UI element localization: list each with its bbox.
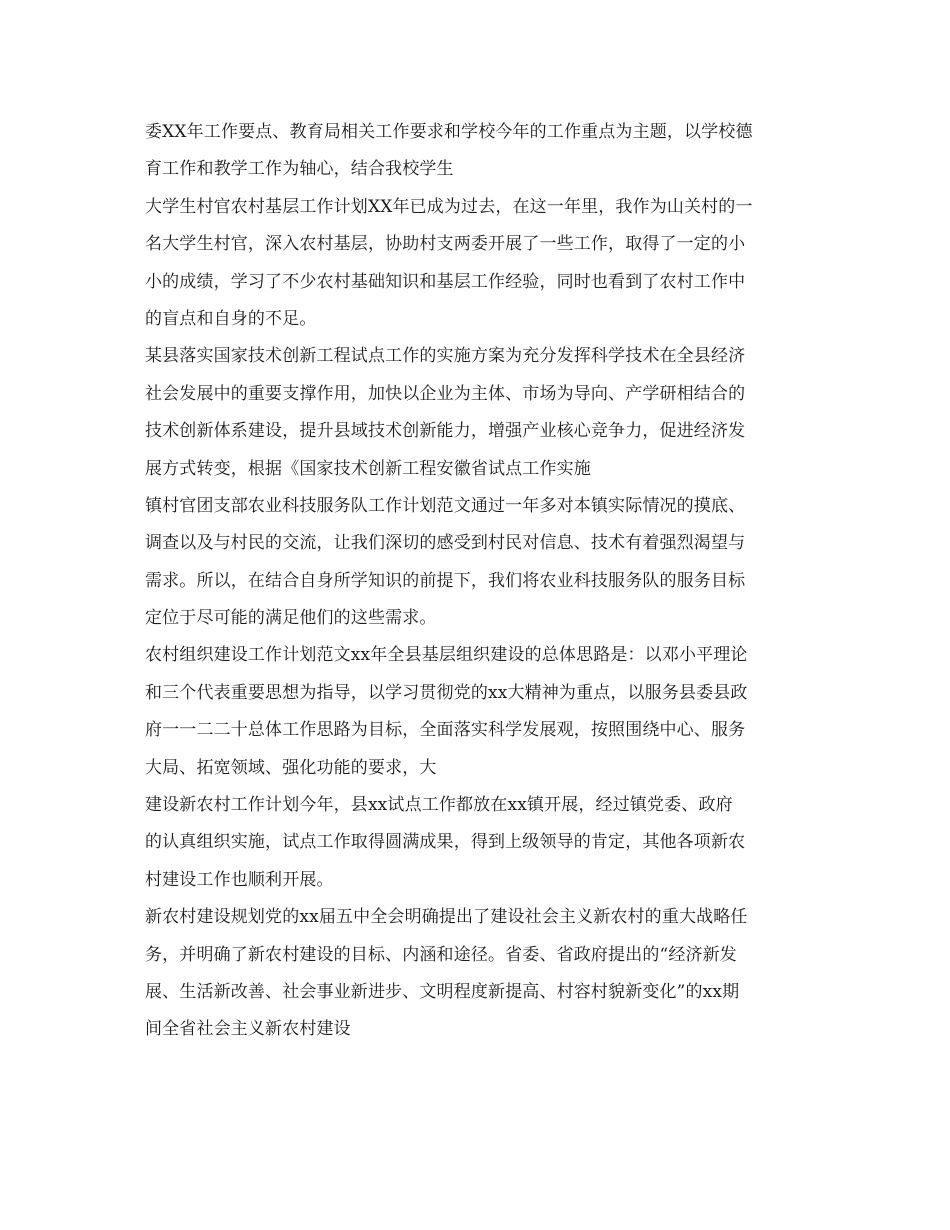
text-line: 展、生活新改善、社会事业新进步、文明程度新提高、村容村貌新变化”的xx期 bbox=[145, 981, 740, 1002]
paragraph bbox=[145, 189, 805, 339]
text-line: 和三个代表重要思想为指导，以学习贯彻党的xx大精神为重点，以服务县委县政 bbox=[145, 682, 748, 703]
text-line: 育工作和教学工作为轴心，结合我校学生 bbox=[145, 159, 454, 180]
text-line: 小的成绩，学习了不少农村基础知识和基层工作经验，同时也看到了农村工作中 bbox=[145, 271, 746, 292]
text-line: 展方式转变，根据《国家技术创新工程安徽省试点工作实施 bbox=[145, 458, 591, 479]
text-line: 某县落实国家技术创新工程试点工作的实施方案为充分发挥科学技术在全县经济 bbox=[145, 346, 746, 367]
text-line: 间全省社会主义新农村建设 bbox=[145, 1019, 351, 1040]
paragraph bbox=[145, 488, 805, 638]
paragraph bbox=[145, 637, 805, 787]
text-line: 的盲点和自身的不足。 bbox=[145, 308, 317, 329]
document-body bbox=[145, 114, 805, 1049]
text-line: 务，并明确了新农村建设的目标、内涵和途径。省委、省政府提出的“经济新发 bbox=[145, 944, 737, 965]
text-line: 定位于尽可能的满足他们的这些需求。 bbox=[145, 608, 437, 629]
text-line: 镇村官团支部农业科技服务队工作计划范文通过一年多对本镇实际情况的摸底、 bbox=[145, 495, 746, 516]
paragraph bbox=[145, 338, 805, 488]
text-line: 村建设工作也顺利开展。 bbox=[145, 869, 334, 890]
text-line: 技术创新体系建设，提升县域技术创新能力，增强产业核心竞争力，促进经济发 bbox=[145, 421, 746, 442]
text-line: 调查以及与村民的交流，让我们深切的感受到村民对信息、技术有着强烈渴望与 bbox=[145, 533, 746, 554]
paragraph bbox=[145, 787, 805, 899]
text-line: 大局、拓宽领域、强化功能的要求，大 bbox=[145, 757, 437, 778]
text-line: 的认真组织实施，试点工作取得圆满成果，得到上级领导的肯定，其他各项新农 bbox=[145, 832, 746, 853]
text-line: 大学生村官农村基层工作计划XX年已成为过去，在这一年里，我作为山关村的一 bbox=[145, 196, 753, 217]
paragraph bbox=[145, 114, 805, 189]
text-line: 新农村建设规划党的xx届五中全会明确提出了建设社会主义新农村的重大战略任 bbox=[145, 907, 748, 928]
text-line: 委XX年工作要点、教育局相关工作要求和学校今年的工作重点为主题，以学校德 bbox=[145, 122, 753, 142]
text-line: 需求。所以，在结合自身所学知识的前提下，我们将农业科技服务队的服务目标 bbox=[145, 570, 746, 591]
text-line: 名大学生村官，深入农村基层，协助村支两委开展了一些工作，取得了一定的小 bbox=[145, 234, 746, 255]
paragraph bbox=[145, 899, 805, 1049]
text-line: 农村组织建设工作计划范文xx年全县基层组织建设的总体思路是：以邓小平理论 bbox=[145, 645, 748, 666]
text-line: 建设新农村工作计划今年，县xx试点工作都放在xx镇开展，经过镇党委、政府 bbox=[145, 795, 733, 816]
text-line: 社会发展中的重要支撑作用，加快以企业为主体、市场为导向、产学研相结合的 bbox=[145, 383, 746, 404]
text-line: 府一一二二十总体工作思路为目标，全面落实科学发展观，按照围绕中心、服务 bbox=[145, 720, 746, 741]
